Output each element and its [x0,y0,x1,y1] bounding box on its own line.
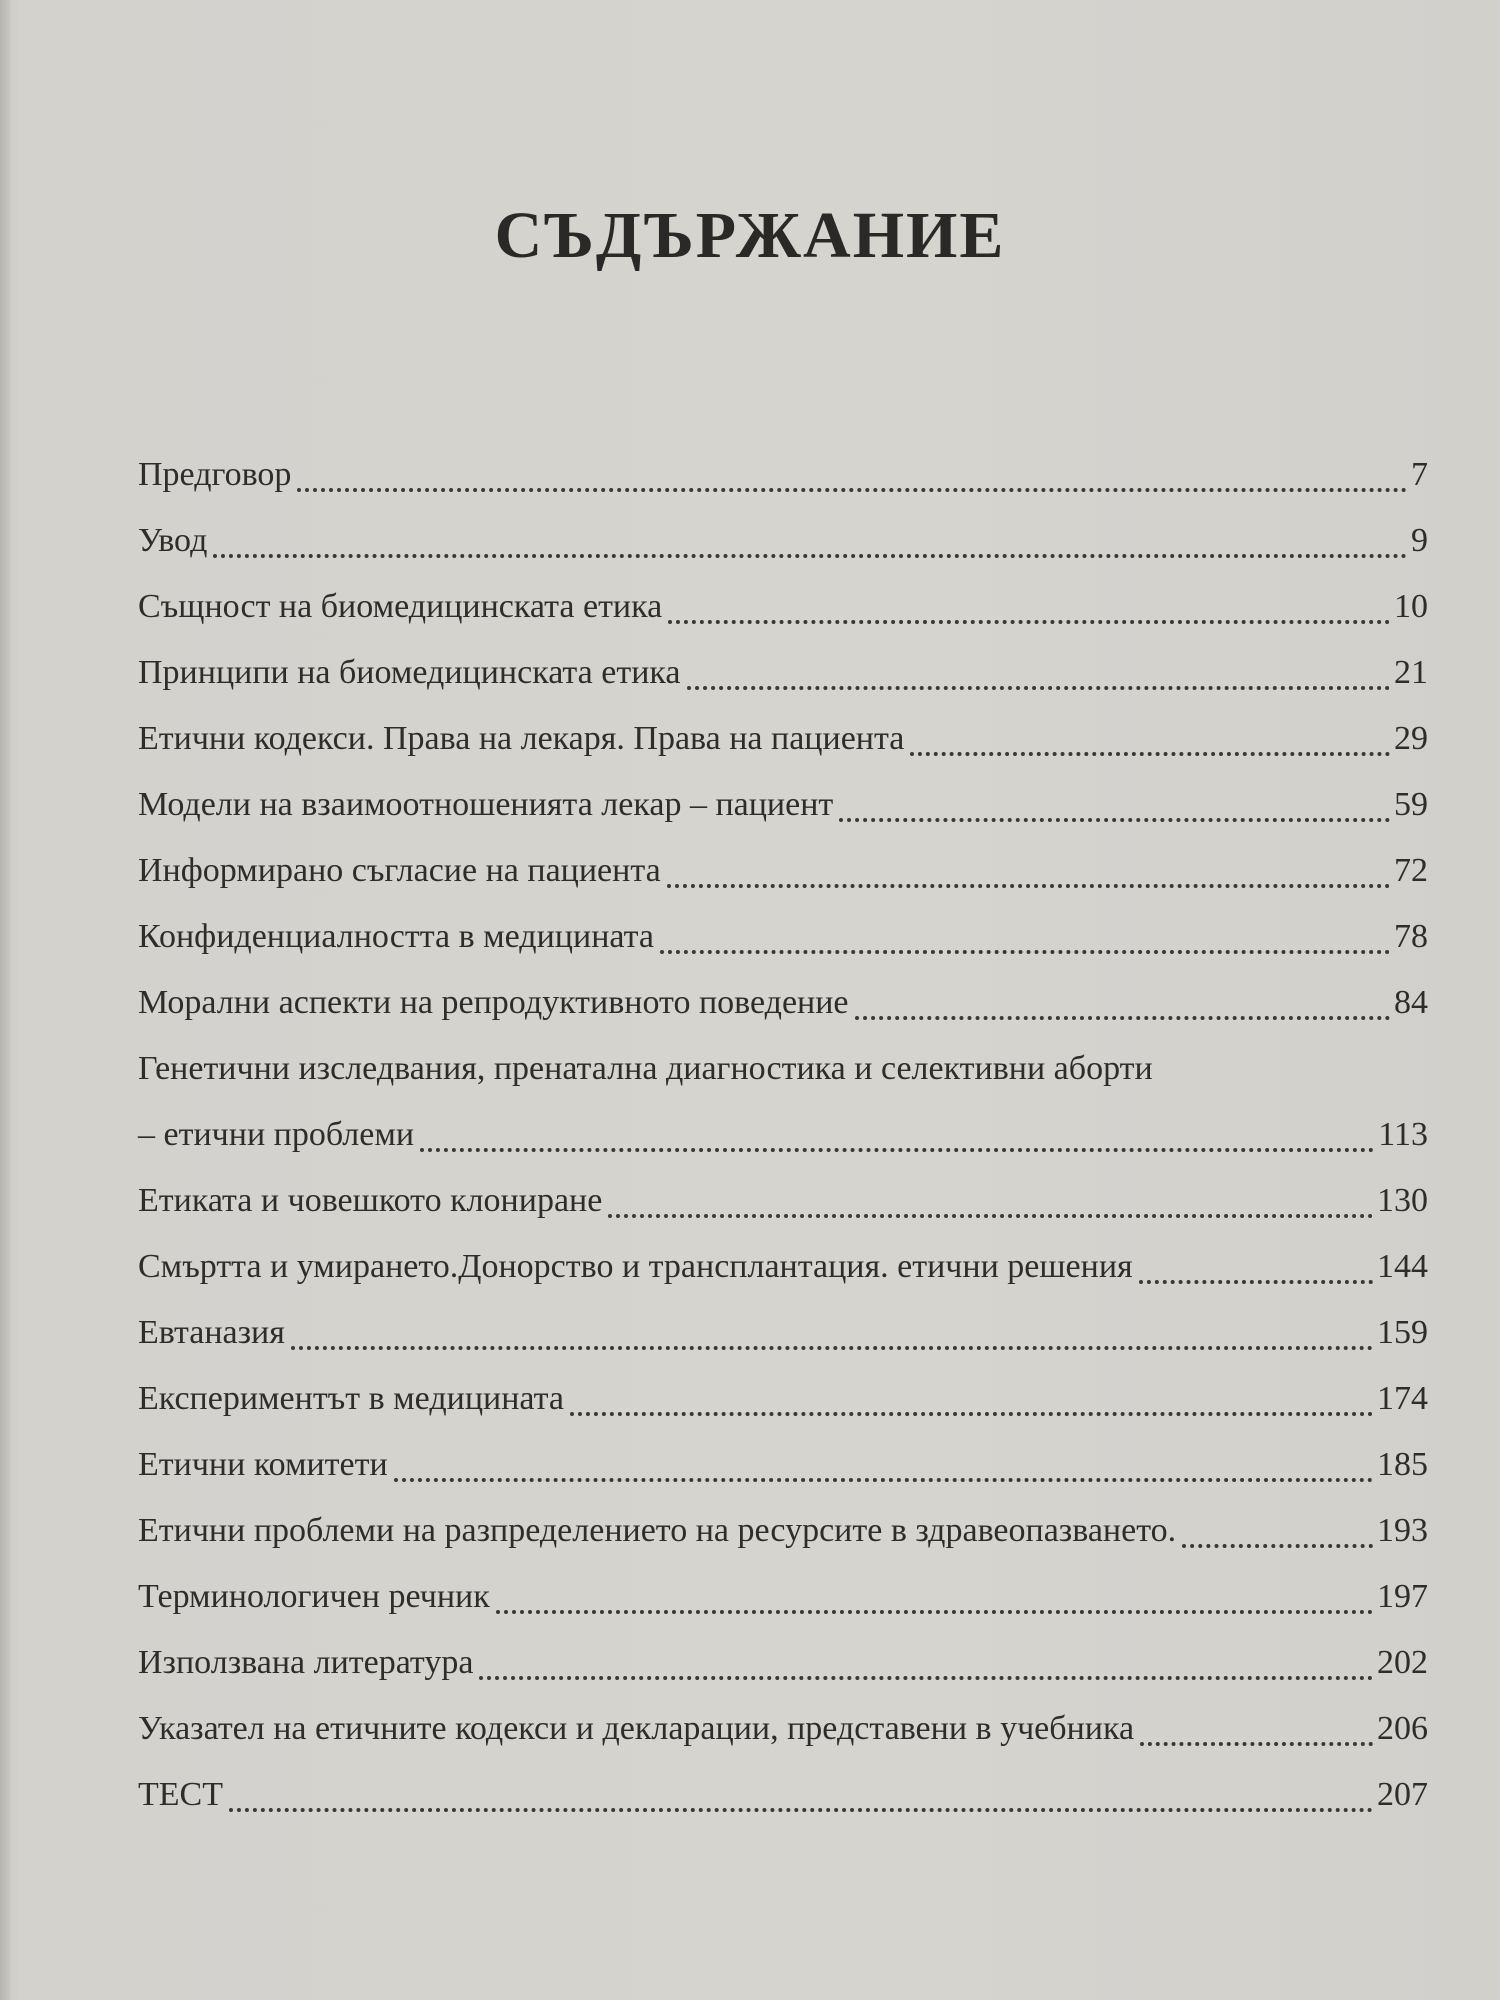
toc-entry [138,640,1428,706]
toc-entry-continuation [138,1102,1428,1168]
toc-entry-title: Етични проблеми на разпределението на ресурсите в здравеопазването. [138,1512,1177,1549]
toc-entry-title: Етични кодекси. Права на лекаря. Права на пациента [138,720,905,757]
table-of-contents [138,442,1428,1828]
dot-leader [608,1214,1373,1218]
dot-leader [291,1346,1373,1350]
toc-entry-title: Евтаназия [138,1314,285,1351]
toc-page-number: 9 [1411,522,1428,559]
toc-page-number: 206 [1377,1710,1428,1747]
toc-page-number: 159 [1377,1314,1428,1351]
toc-page-number: 144 [1377,1248,1428,1285]
dot-leader [855,1016,1390,1020]
dot-leader [687,686,1390,690]
toc-page-number: 113 [1378,1116,1428,1153]
toc-page-number: 207 [1377,1776,1428,1813]
toc-entry [138,442,1428,508]
toc-entry [138,838,1428,904]
toc-entry-title: Предговор [138,456,292,493]
dot-leader [910,752,1390,756]
toc-page-number: 130 [1377,1182,1428,1219]
toc-entry [138,574,1428,640]
toc-entry [138,1432,1428,1498]
toc-page-number: 193 [1377,1512,1428,1549]
dot-leader [496,1610,1373,1614]
toc-entry-title: Смъртта и умирането.Донорство и трансплантация. етични решения [138,1248,1133,1285]
toc-entry [138,1036,1428,1168]
toc-entry-title: Експериментът в медицината [138,1380,564,1417]
dot-leader [667,884,1390,888]
toc-entry-title: Принципи на биомедицинската етика [138,654,681,691]
toc-entry [138,1762,1428,1828]
toc-page-number: 202 [1377,1644,1428,1681]
page-edge [0,0,10,2000]
toc-entry-title: Използвана литература [138,1644,474,1681]
toc-entry-title: Информирано съгласие на пациента [138,852,661,889]
dot-leader [1182,1544,1373,1548]
dot-leader [394,1478,1373,1482]
toc-entry-title: Етиката и човешкото клониране [138,1182,603,1219]
toc-page-number: 72 [1394,852,1428,889]
toc-page-number: 7 [1411,456,1428,493]
toc-entry-title: Морални аспекти на репродуктивното поведение [138,984,849,1021]
toc-page-number: 197 [1377,1578,1428,1615]
dot-leader [479,1676,1373,1680]
toc-entry [138,1498,1428,1564]
dot-leader [1139,1280,1373,1284]
toc-entry [138,970,1428,1036]
toc-entry [138,1234,1428,1300]
toc-entry [138,1630,1428,1696]
toc-entry-title: Терминологичен речник [138,1578,490,1615]
toc-entry-title: Същност на биомедицинската етика [138,588,663,625]
dot-leader [297,488,1407,492]
toc-entry [138,1168,1428,1234]
toc-page-number: 78 [1394,918,1428,955]
toc-entry [138,772,1428,838]
dot-leader [1140,1742,1373,1746]
page-title: СЪДЪРЖАНИЕ [494,199,1006,272]
toc-page-number: 174 [1377,1380,1428,1417]
dot-leader [668,620,1390,624]
dot-leader [420,1148,1374,1152]
toc-entry-title: Увод [138,522,208,559]
toc-page-number: 59 [1394,786,1428,823]
toc-entry-title: Етични комитети [138,1446,388,1483]
toc-entry-title: Конфиденциалността в медицината [138,918,654,955]
toc-entry [138,1564,1428,1630]
dot-leader [229,1808,1373,1812]
toc-entry [138,1300,1428,1366]
toc-entry [138,1366,1428,1432]
dot-leader [660,950,1390,954]
dot-leader [839,818,1390,822]
toc-entry [138,1696,1428,1762]
dot-leader [570,1412,1373,1416]
toc-page-number: 185 [1377,1446,1428,1483]
toc-entry [138,904,1428,970]
toc-page-number: 21 [1394,654,1428,691]
toc-entry-title: – етични проблеми [138,1116,415,1153]
toc-entry-title: ТЕСТ [138,1776,223,1813]
toc-entry-title: Модели на взаимоотношенията лекар – пациент [138,786,834,823]
toc-entry-title: Указател на етичните кодекси и декларации, представени в учебника [138,1710,1135,1747]
toc-page-number: 29 [1394,720,1428,757]
toc-entry-title: Генетични изследвания, пренатална диагностика и селективни аборти [138,1050,1153,1087]
toc-entry [138,706,1428,772]
toc-page-number: 10 [1394,588,1428,625]
toc-page-number: 84 [1394,984,1428,1021]
toc-entry [138,508,1428,574]
dot-leader [213,554,1407,558]
